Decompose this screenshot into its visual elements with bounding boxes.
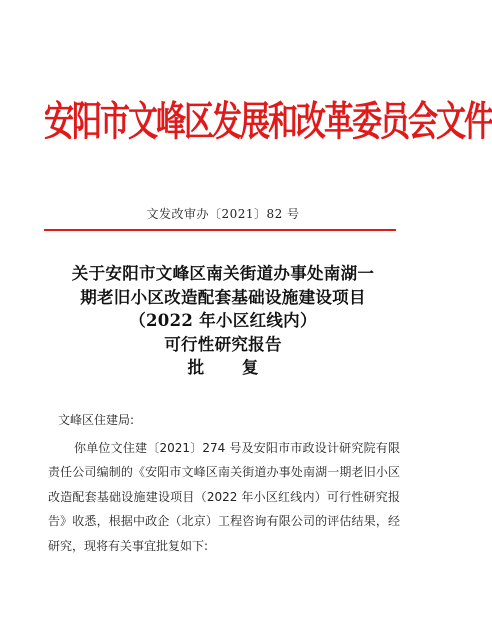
title-line-2: 期老旧小区改造配套基础设施建设项目 [80,287,366,307]
document-number: 文发改审办〔2021〕82 号 [146,207,300,221]
body-paragraph: 你单位文住建〔2021〕274 号及安阳市市政设计研究院有限责任公司编制的《安阳市文峰区南关街道办事处南湖一期老旧小区改造配套基础设施建设项目（2022 年小区红线内）可行性研究报告》收悉，根据中政企（北京）工程咨询有限公司的评估结果，经研究，现将有关事宜批复如下: [48,440,400,553]
title-line-1: 关于安阳市文峰区南关街道办事处南湖一 [71,264,375,283]
red-divider-line [44,229,396,231]
title-line-4: 可行性研究报告 [164,334,282,354]
title-reply: 批 复 [187,358,275,377]
title-line-3: （2022 年小区红线内） [129,311,317,330]
document-body [48,408,400,558]
addressee: 文峰区住建局: [58,413,135,427]
agency-title: 安阳市文峰区发展和改革委员会文件 [44,98,492,146]
document-title [40,262,406,380]
